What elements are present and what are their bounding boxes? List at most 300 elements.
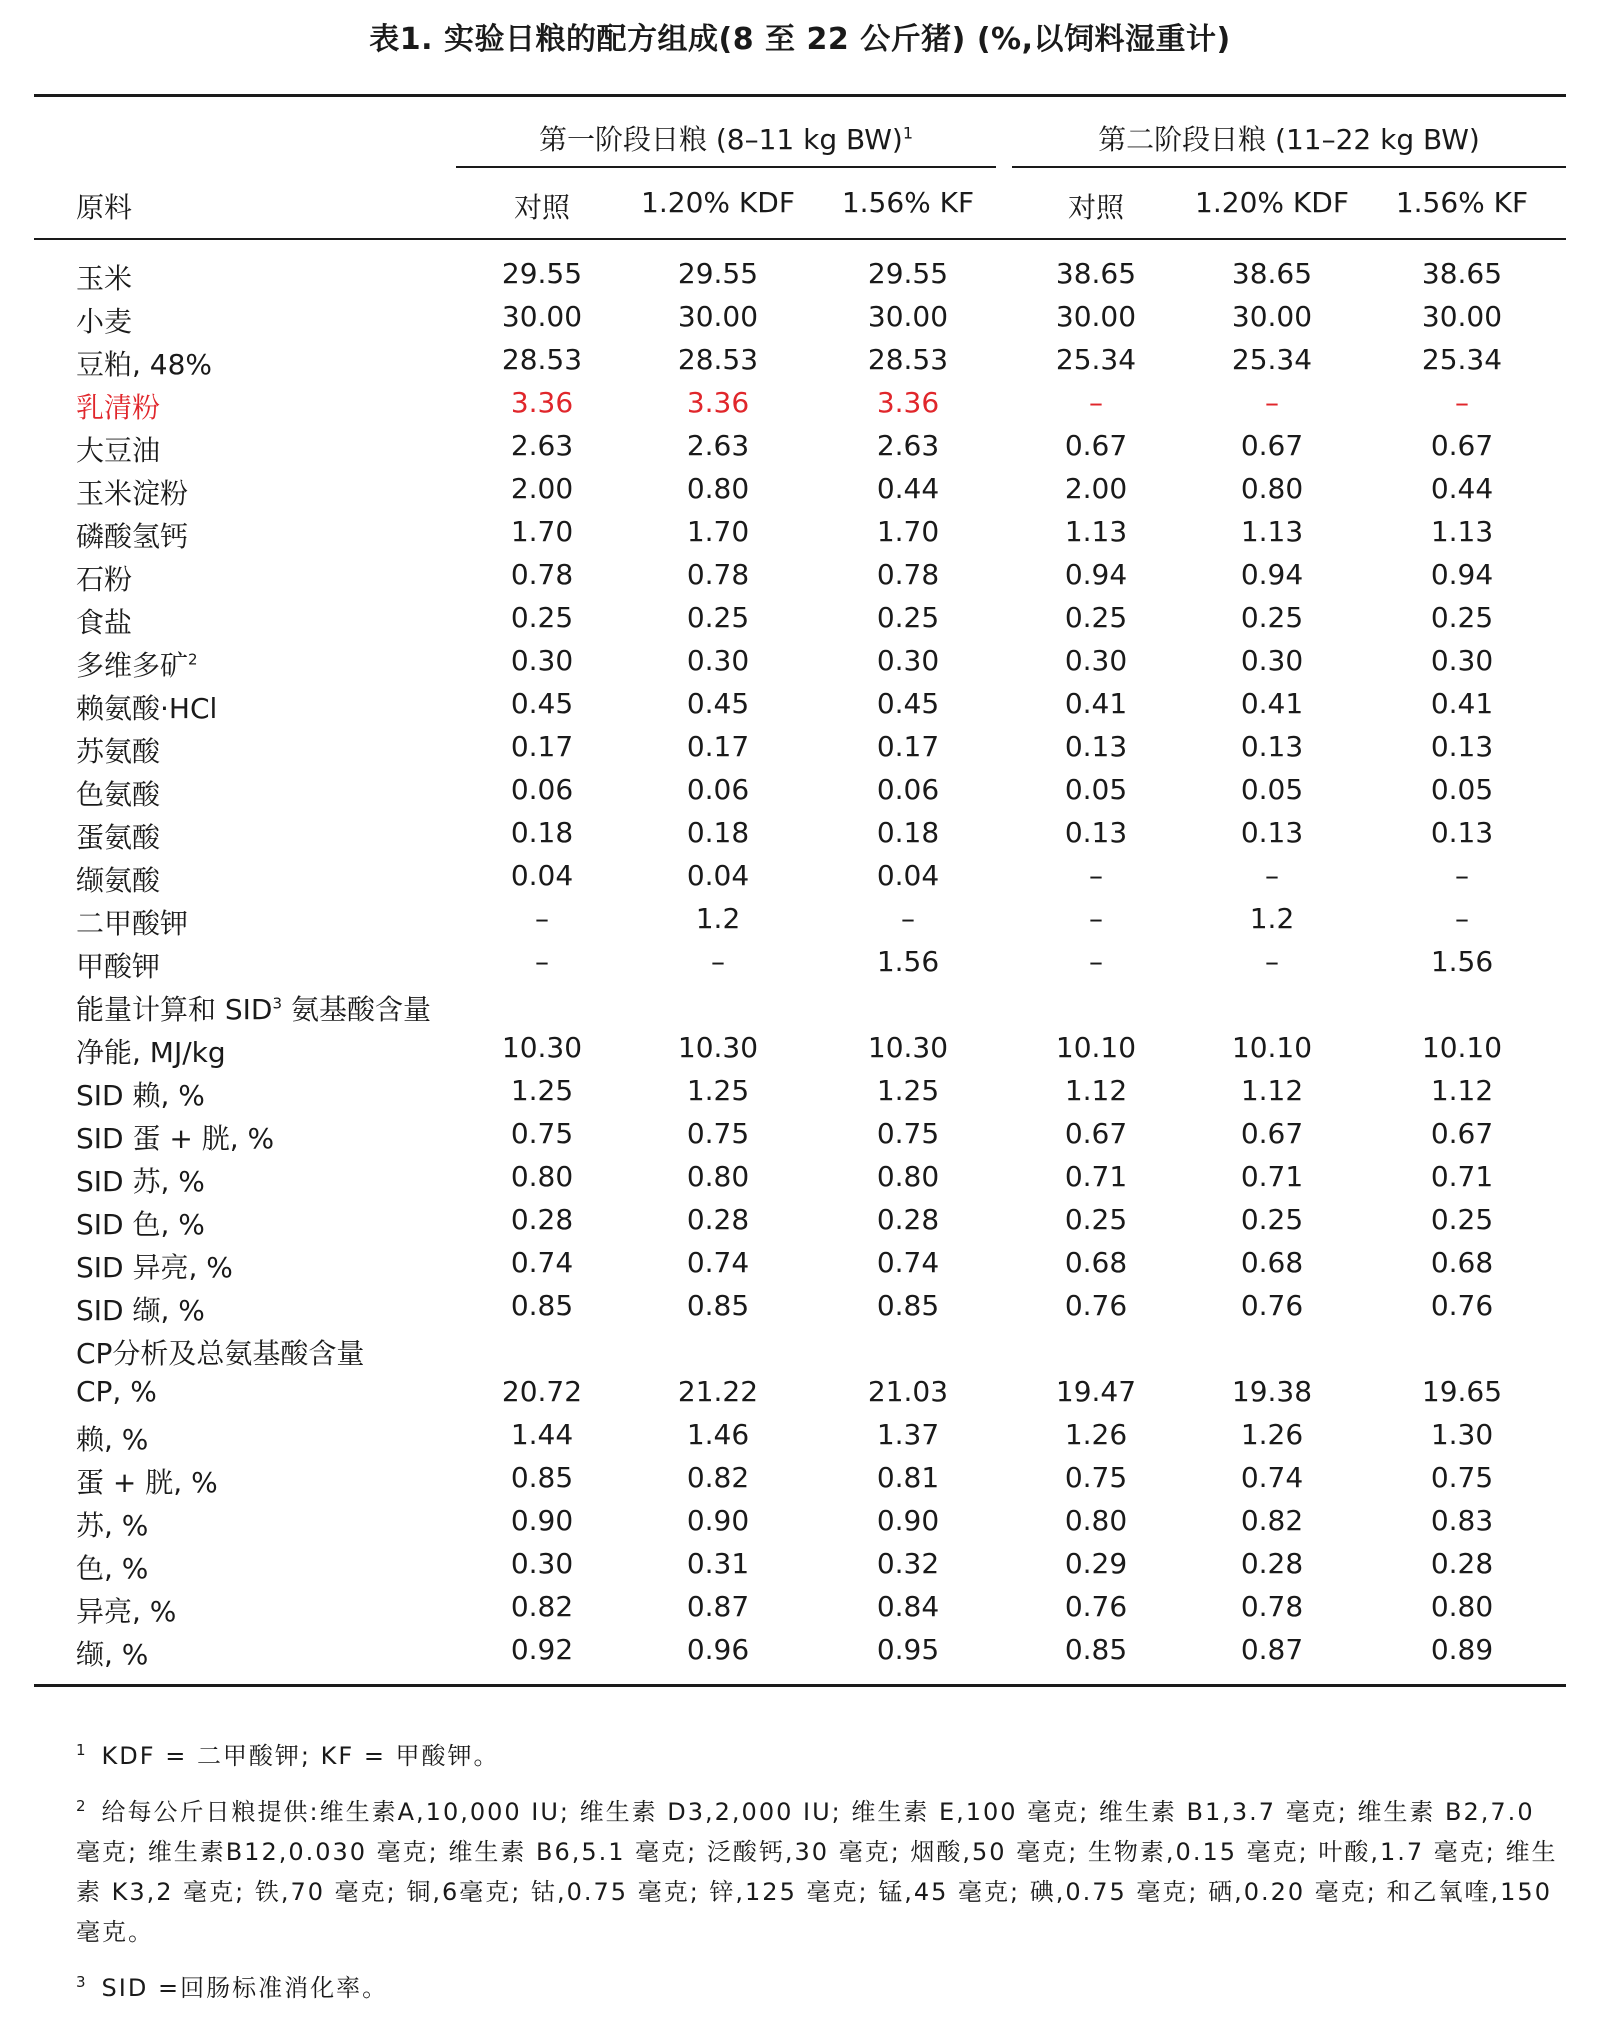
table-cell: 0.75 bbox=[876, 1117, 940, 1150]
table-cell: 1.70 bbox=[876, 515, 940, 548]
table-cell: 1.12 bbox=[1240, 1074, 1304, 1107]
table-cell: 0.81 bbox=[876, 1461, 940, 1494]
table-cell: 1.13 bbox=[1064, 515, 1128, 548]
row-label-text: SID 色, % bbox=[76, 1208, 205, 1241]
table-cell: 0.25 bbox=[1064, 601, 1128, 634]
table-cell: – bbox=[1089, 859, 1103, 892]
table-cell: – bbox=[901, 902, 915, 935]
table-cell: 0.25 bbox=[1240, 1203, 1304, 1236]
row-label-text: 缬, % bbox=[76, 1638, 149, 1671]
col-header-4: 对照 bbox=[1067, 191, 1124, 224]
table-cell: – bbox=[1455, 902, 1469, 935]
col-header-1: 对照 bbox=[513, 191, 570, 224]
col-header-2: 1.20% KDF bbox=[641, 186, 795, 219]
footnote-text: SID =回肠标准消化率。 bbox=[101, 1974, 389, 2002]
row-label bbox=[76, 902, 188, 942]
table-cell: 38.65 bbox=[1231, 257, 1313, 290]
row-label bbox=[76, 1633, 148, 1673]
col-header-3: 1.56% KF bbox=[841, 186, 975, 219]
table-cell: 30.00 bbox=[1055, 300, 1137, 333]
table-cell: 30.00 bbox=[867, 300, 949, 333]
table-cell: 0.04 bbox=[876, 859, 940, 892]
footnotes bbox=[76, 1730, 1570, 2018]
row-label bbox=[76, 816, 160, 856]
table-cell: 0.41 bbox=[1240, 687, 1304, 720]
table-cell: 1.25 bbox=[876, 1074, 940, 1107]
row-label-text: SID 缬, % bbox=[76, 1294, 205, 1327]
footnote-2 bbox=[76, 1786, 1570, 1952]
row-label-text: 磷酸氢钙 bbox=[76, 520, 189, 553]
table-cell: 0.28 bbox=[876, 1203, 940, 1236]
table-cell: 0.80 bbox=[686, 1160, 750, 1193]
table-cell: 19.47 bbox=[1055, 1375, 1137, 1408]
table-cell: 0.13 bbox=[1064, 730, 1128, 763]
table-cell: 19.38 bbox=[1231, 1375, 1313, 1408]
table-row bbox=[0, 644, 1600, 687]
table-cell: – bbox=[1265, 945, 1279, 978]
table-cell: 0.25 bbox=[876, 601, 940, 634]
row-label-text: SID 异亮, % bbox=[76, 1251, 233, 1284]
table-cell: – bbox=[535, 945, 549, 978]
row-label bbox=[76, 1074, 205, 1114]
row-footnote-mark: 3 bbox=[272, 994, 283, 1013]
phase1-header bbox=[456, 118, 996, 158]
row-label bbox=[76, 343, 212, 383]
table-cell: 0.67 bbox=[1430, 429, 1494, 462]
row-label bbox=[76, 1504, 148, 1544]
row-label bbox=[76, 988, 431, 1028]
table-cell: 0.28 bbox=[686, 1203, 750, 1236]
table-row bbox=[0, 1160, 1600, 1203]
table-row bbox=[0, 1504, 1600, 1547]
table-row bbox=[0, 601, 1600, 644]
table-cell: 1.30 bbox=[1430, 1418, 1494, 1451]
table-cell: 0.25 bbox=[1064, 1203, 1128, 1236]
table-cell: 0.85 bbox=[1064, 1633, 1128, 1666]
table-cell: 2.00 bbox=[510, 472, 574, 505]
row-label-text: 二甲酸钾 bbox=[76, 907, 189, 940]
row-label-text: 缬氨酸 bbox=[76, 864, 161, 897]
phase2-header: 第二阶段日粮 (11–22 kg BW) bbox=[1098, 123, 1480, 156]
row-label bbox=[76, 773, 160, 813]
table-row bbox=[0, 1547, 1600, 1590]
table-cell: – bbox=[1265, 859, 1279, 892]
row-label-text: 苏氨酸 bbox=[76, 735, 161, 768]
table-cell: 0.25 bbox=[1240, 601, 1304, 634]
table-cell: 0.32 bbox=[876, 1547, 940, 1580]
table-cell: 0.06 bbox=[510, 773, 574, 806]
table-cell: 1.2 bbox=[695, 902, 741, 935]
row-label-text: 乳清粉 bbox=[76, 391, 161, 424]
row-label bbox=[76, 1461, 218, 1501]
row-label-text-cont: 氨基酸含量 bbox=[282, 993, 431, 1026]
table-cell: – bbox=[1089, 386, 1103, 419]
table-cell: 0.68 bbox=[1064, 1246, 1128, 1279]
table-cell: 2.63 bbox=[876, 429, 940, 462]
table-cell: 1.26 bbox=[1064, 1418, 1128, 1451]
table-row bbox=[0, 1590, 1600, 1633]
table-cell: 0.06 bbox=[686, 773, 750, 806]
table-cell: 0.44 bbox=[1430, 472, 1494, 505]
table-cell: 1.13 bbox=[1430, 515, 1494, 548]
row-label-text: 多维多矿 bbox=[76, 649, 189, 682]
table-cell: 0.71 bbox=[1240, 1160, 1304, 1193]
table-cell: 0.45 bbox=[876, 687, 940, 720]
row-label-text: 大豆油 bbox=[76, 434, 161, 467]
row-label bbox=[76, 1289, 205, 1329]
table-cell: 1.70 bbox=[686, 515, 750, 548]
table-cell: 0.06 bbox=[876, 773, 940, 806]
table-cell: 38.65 bbox=[1055, 257, 1137, 290]
row-label bbox=[76, 515, 188, 555]
table-row bbox=[0, 902, 1600, 945]
table-row bbox=[0, 429, 1600, 472]
table-cell: 21.22 bbox=[677, 1375, 759, 1408]
table-cell: 1.12 bbox=[1064, 1074, 1128, 1107]
footnote-mark: 2 bbox=[76, 1797, 86, 1815]
footnote-text: KDF = 二甲酸钾; KF = 甲酸钾。 bbox=[101, 1742, 500, 1770]
row-label-text: SID 赖, % bbox=[76, 1079, 205, 1112]
phase1-underline bbox=[456, 166, 996, 168]
table-cell: 0.87 bbox=[1240, 1633, 1304, 1666]
row-label bbox=[76, 300, 132, 340]
table-cell: 0.18 bbox=[510, 816, 574, 849]
table-cell: 0.30 bbox=[1430, 644, 1494, 677]
table-cell: 1.56 bbox=[1430, 945, 1494, 978]
table-row bbox=[0, 1289, 1600, 1332]
row-label-text: 色氨酸 bbox=[76, 778, 161, 811]
table-cell: 0.68 bbox=[1430, 1246, 1494, 1279]
table-cell: 1.56 bbox=[876, 945, 940, 978]
table-cell: 10.10 bbox=[1231, 1031, 1313, 1064]
phase1-footnote-mark: 1 bbox=[902, 123, 914, 143]
row-label-text: CP分析及总氨基酸含量 bbox=[76, 1337, 365, 1370]
table-cell: 0.75 bbox=[1430, 1461, 1494, 1494]
table-cell: 0.75 bbox=[686, 1117, 750, 1150]
table-title: 表1. 实验日粮的配方组成(8 至 22 公斤猪) (%,以饲料湿重计) bbox=[369, 22, 1231, 57]
table-cell: 0.41 bbox=[1430, 687, 1494, 720]
table-cell: – bbox=[711, 945, 725, 978]
table-cell: 30.00 bbox=[1231, 300, 1313, 333]
row-label bbox=[76, 687, 217, 727]
table-cell: 0.76 bbox=[1240, 1289, 1304, 1322]
row-label bbox=[76, 1547, 148, 1587]
row-label bbox=[76, 1332, 364, 1372]
table-cell: 0.95 bbox=[876, 1633, 940, 1666]
row-label-text: 石粉 bbox=[76, 563, 133, 596]
row-label bbox=[76, 386, 160, 426]
table-cell: 28.53 bbox=[501, 343, 583, 376]
table-row bbox=[0, 343, 1600, 386]
table-cell: 19.65 bbox=[1421, 1375, 1503, 1408]
table-cell: 0.18 bbox=[876, 816, 940, 849]
header-rule bbox=[34, 238, 1566, 240]
row-label bbox=[76, 1246, 233, 1286]
table-row bbox=[0, 1074, 1600, 1117]
table-cell: 0.04 bbox=[510, 859, 574, 892]
table-cell: 29.55 bbox=[677, 257, 759, 290]
table-cell: 0.45 bbox=[510, 687, 574, 720]
table-cell: 1.46 bbox=[686, 1418, 750, 1451]
table-cell: 0.17 bbox=[510, 730, 574, 763]
table-cell: 0.28 bbox=[1430, 1547, 1494, 1580]
table-cell: – bbox=[1089, 902, 1103, 935]
table-cell: 25.34 bbox=[1231, 343, 1313, 376]
table-cell: 1.25 bbox=[686, 1074, 750, 1107]
table-cell: 0.67 bbox=[1064, 1117, 1128, 1150]
table-cell: 0.96 bbox=[686, 1633, 750, 1666]
table-cell: 0.45 bbox=[686, 687, 750, 720]
table-cell: 0.44 bbox=[876, 472, 940, 505]
table-cell: 0.74 bbox=[1240, 1461, 1304, 1494]
row-label-text: 豆粕, 48% bbox=[76, 348, 213, 381]
table-cell: 0.80 bbox=[1064, 1504, 1128, 1537]
row-label bbox=[76, 429, 160, 469]
table-cell: 0.76 bbox=[1064, 1590, 1128, 1623]
row-label bbox=[76, 1117, 274, 1157]
footnote-text: 给每公斤日粮提供:维生素A,10,000 IU; 维生素 D3,2,000 IU; 维生素 E,100 毫克; 维生素 B1,3.7 毫克; 维生素 B2,7.0 毫克; 维生素B12,0.030 毫克; 维生素 B6,5.1 毫克; 泛酸钙,30 毫克; 烟酸,50 毫克; 生物素,0.15 毫克; 叶酸,1.7 毫克; 维生素 K3,2 毫克; 铁,70 毫克; 铜,6毫克; 钴,0.75 毫克; 锌,125 毫克; 锰,45 毫克; 碘,0.75 毫克; 硒,0.20 毫克; 和乙氧喹,150 毫克。 bbox=[76, 1798, 1558, 1946]
table-cell: 0.74 bbox=[876, 1246, 940, 1279]
table-cell: 3.36 bbox=[510, 386, 574, 419]
row-label-text: CP, % bbox=[76, 1375, 157, 1408]
table-cell: 0.87 bbox=[686, 1590, 750, 1623]
table-cell: 1.70 bbox=[510, 515, 574, 548]
table-cell: 0.74 bbox=[686, 1246, 750, 1279]
table-cell: 0.30 bbox=[510, 644, 574, 677]
col-header-5: 1.20% KDF bbox=[1195, 186, 1349, 219]
col-header-6: 1.56% KF bbox=[1395, 186, 1529, 219]
row-label bbox=[76, 945, 160, 985]
row-label-text: 赖氨酸·HCl bbox=[76, 692, 218, 725]
table-cell: 0.71 bbox=[1430, 1160, 1494, 1193]
table-cell: 0.75 bbox=[1064, 1461, 1128, 1494]
table-cell: 0.80 bbox=[510, 1160, 574, 1193]
table-cell: – bbox=[1089, 945, 1103, 978]
table-row bbox=[0, 945, 1600, 988]
phase2-underline bbox=[1012, 166, 1566, 168]
table-cell: 1.37 bbox=[876, 1418, 940, 1451]
table-cell: 0.82 bbox=[1240, 1504, 1304, 1537]
row-label-text: 苏, % bbox=[76, 1509, 149, 1542]
footnote-1 bbox=[76, 1730, 1570, 1776]
table-cell: 25.34 bbox=[1421, 343, 1503, 376]
ingredient-header: 原料 bbox=[76, 191, 133, 224]
table-cell: 0.28 bbox=[510, 1203, 574, 1236]
row-label bbox=[76, 257, 132, 297]
table-cell: 29.55 bbox=[501, 257, 583, 290]
row-label bbox=[76, 1160, 205, 1200]
table-cell: – bbox=[1455, 859, 1469, 892]
table-cell: 0.76 bbox=[1064, 1289, 1128, 1322]
table-cell: 0.28 bbox=[1240, 1547, 1304, 1580]
table-cell: 0.80 bbox=[876, 1160, 940, 1193]
table-cell: 0.80 bbox=[1240, 472, 1304, 505]
footnote-mark: 1 bbox=[76, 1741, 86, 1759]
table-cell: 0.25 bbox=[510, 601, 574, 634]
table-cell: 25.34 bbox=[1055, 343, 1137, 376]
table-cell: 0.78 bbox=[510, 558, 574, 591]
row-label bbox=[76, 730, 160, 770]
row-label-text: 食盐 bbox=[76, 606, 133, 639]
table-cell: 1.2 bbox=[1249, 902, 1295, 935]
table-cell: 0.89 bbox=[1430, 1633, 1494, 1666]
table-cell: 0.30 bbox=[876, 644, 940, 677]
row-label bbox=[76, 1031, 226, 1071]
top-rule bbox=[34, 94, 1566, 97]
table-cell: 38.65 bbox=[1421, 257, 1503, 290]
table-cell: 10.30 bbox=[677, 1031, 759, 1064]
table-cell: 10.30 bbox=[501, 1031, 583, 1064]
table-cell: 0.76 bbox=[1430, 1289, 1494, 1322]
table-cell: 0.68 bbox=[1240, 1246, 1304, 1279]
table-cell: 1.25 bbox=[510, 1074, 574, 1107]
row-label-text: 异亮, % bbox=[76, 1595, 177, 1628]
table-cell: 28.53 bbox=[677, 343, 759, 376]
table-row bbox=[0, 1246, 1600, 1289]
table-cell: 0.13 bbox=[1240, 730, 1304, 763]
row-label-text: 小麦 bbox=[76, 305, 133, 338]
row-label bbox=[76, 859, 160, 899]
row-label-text: SID 蛋 + 胱, % bbox=[76, 1122, 275, 1155]
row-label bbox=[76, 1375, 157, 1408]
table-cell: 2.63 bbox=[510, 429, 574, 462]
table-cell: 30.00 bbox=[501, 300, 583, 333]
table-row bbox=[0, 1332, 1600, 1375]
table-cell: 0.67 bbox=[1064, 429, 1128, 462]
row-label-text: SID 苏, % bbox=[76, 1165, 205, 1198]
table-row bbox=[0, 472, 1600, 515]
table-cell: 28.53 bbox=[867, 343, 949, 376]
table-row bbox=[0, 1117, 1600, 1160]
table-cell: 0.85 bbox=[686, 1289, 750, 1322]
row-label-text: 甲酸钾 bbox=[76, 950, 161, 983]
table-cell: – bbox=[535, 902, 549, 935]
table-cell: 0.29 bbox=[1064, 1547, 1128, 1580]
table-cell: – bbox=[1265, 386, 1279, 419]
table-cell: 0.94 bbox=[1430, 558, 1494, 591]
table-cell: 0.18 bbox=[686, 816, 750, 849]
table-cell: 2.63 bbox=[686, 429, 750, 462]
row-label bbox=[76, 601, 132, 641]
table-cell: 0.67 bbox=[1240, 1117, 1304, 1150]
table-row bbox=[0, 1418, 1600, 1461]
table-cell: 0.05 bbox=[1430, 773, 1494, 806]
table-cell: 0.82 bbox=[686, 1461, 750, 1494]
table-cell: 0.82 bbox=[510, 1590, 574, 1623]
table-cell: 29.55 bbox=[867, 257, 949, 290]
row-label-text: 赖, % bbox=[76, 1423, 149, 1456]
table-cell: 0.25 bbox=[686, 601, 750, 634]
table-cell: 0.31 bbox=[686, 1547, 750, 1580]
table-cell: 10.10 bbox=[1055, 1031, 1137, 1064]
row-label-text: 色, % bbox=[76, 1552, 149, 1585]
table-cell: 0.85 bbox=[510, 1289, 574, 1322]
table-cell: 0.05 bbox=[1240, 773, 1304, 806]
table-cell: 0.78 bbox=[1240, 1590, 1304, 1623]
table-cell: 0.67 bbox=[1240, 429, 1304, 462]
table-cell: 0.41 bbox=[1064, 687, 1128, 720]
table-cell: 0.90 bbox=[876, 1504, 940, 1537]
table-cell: 0.85 bbox=[510, 1461, 574, 1494]
table-cell: 1.26 bbox=[1240, 1418, 1304, 1451]
table-row bbox=[0, 1461, 1600, 1504]
row-label bbox=[76, 1418, 148, 1458]
table-row bbox=[0, 515, 1600, 558]
table-row bbox=[0, 1375, 1600, 1418]
bottom-rule bbox=[34, 1684, 1566, 1687]
table-cell: 0.83 bbox=[1430, 1504, 1494, 1537]
table-cell: 0.85 bbox=[876, 1289, 940, 1322]
table-cell: 1.13 bbox=[1240, 515, 1304, 548]
table-cell: 0.90 bbox=[510, 1504, 574, 1537]
table-cell: 0.30 bbox=[686, 644, 750, 677]
row-label-text: 玉米 bbox=[76, 262, 133, 295]
table-cell: 0.17 bbox=[876, 730, 940, 763]
table-cell: 0.78 bbox=[686, 558, 750, 591]
table-row bbox=[0, 859, 1600, 902]
table-cell: 0.25 bbox=[1430, 601, 1494, 634]
table-row bbox=[0, 1203, 1600, 1246]
table-cell: 0.30 bbox=[1240, 644, 1304, 677]
table-row bbox=[0, 1031, 1600, 1074]
table-row bbox=[0, 687, 1600, 730]
table-cell: 0.80 bbox=[1430, 1590, 1494, 1623]
row-label bbox=[76, 644, 198, 684]
row-label bbox=[76, 472, 188, 512]
table-cell: 0.04 bbox=[686, 859, 750, 892]
table-row bbox=[0, 257, 1600, 300]
table-cell: 30.00 bbox=[677, 300, 759, 333]
table-cell: 1.12 bbox=[1430, 1074, 1494, 1107]
table-cell: – bbox=[1455, 386, 1469, 419]
table-cell: 2.00 bbox=[1064, 472, 1128, 505]
footnote-mark: 3 bbox=[76, 1973, 86, 1991]
table-cell: 0.94 bbox=[1240, 558, 1304, 591]
table-cell: 0.71 bbox=[1064, 1160, 1128, 1193]
row-footnote-mark: 2 bbox=[188, 650, 198, 669]
table-row bbox=[0, 730, 1600, 773]
row-label-text: 蛋氨酸 bbox=[76, 821, 161, 854]
table-cell: 0.13 bbox=[1430, 816, 1494, 849]
row-label-text: 净能, MJ/kg bbox=[76, 1036, 226, 1069]
table-cell: 10.10 bbox=[1421, 1031, 1503, 1064]
table-cell: 0.13 bbox=[1430, 730, 1494, 763]
table-row bbox=[0, 558, 1600, 601]
table-cell: 0.78 bbox=[876, 558, 940, 591]
table-row bbox=[0, 300, 1600, 343]
row-label bbox=[76, 558, 132, 598]
table-row bbox=[0, 386, 1600, 429]
table-cell: 21.03 bbox=[867, 1375, 949, 1408]
table-cell: 30.00 bbox=[1421, 300, 1503, 333]
row-label-text: 能量计算和 SID bbox=[76, 993, 273, 1026]
table-cell: 0.25 bbox=[1430, 1203, 1494, 1236]
row-label bbox=[76, 1203, 205, 1243]
table-cell: 0.92 bbox=[510, 1633, 574, 1666]
table-cell: 0.74 bbox=[510, 1246, 574, 1279]
table-cell: 0.80 bbox=[686, 472, 750, 505]
table-cell: 3.36 bbox=[686, 386, 750, 419]
table-cell: 20.72 bbox=[501, 1375, 583, 1408]
table-cell: 10.30 bbox=[867, 1031, 949, 1064]
footnote-3 bbox=[76, 1962, 1570, 2008]
row-label bbox=[76, 1590, 176, 1630]
phase1-label: 第一阶段日粮 (8–11 kg BW) bbox=[538, 123, 903, 156]
table-cell: 1.44 bbox=[510, 1418, 574, 1451]
table-cell: 0.84 bbox=[876, 1590, 940, 1623]
table-cell: 0.13 bbox=[1240, 816, 1304, 849]
table-cell: 0.17 bbox=[686, 730, 750, 763]
